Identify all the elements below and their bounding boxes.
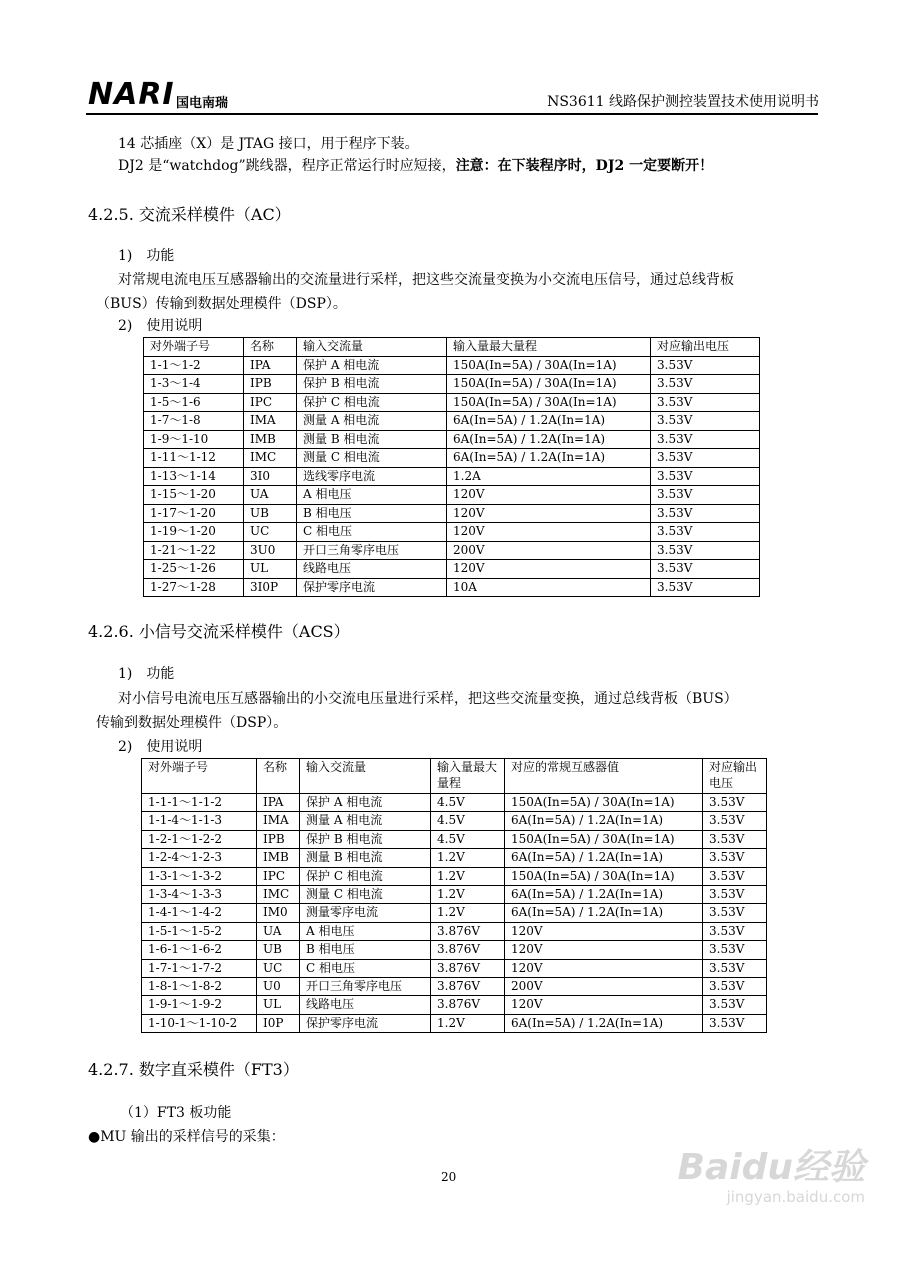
ac-table-cell: 6A(In=5A) / 1.2A(In=1A) [447, 449, 651, 468]
intro-line-2-text: DJ2 是“watchdog”跳线器，程序正常运行时应短接， [118, 158, 456, 174]
acs-table-cell: 3.53V [703, 904, 767, 922]
ac-table-cell: 1-11～1-12 [144, 449, 244, 468]
ac-table-cell: 1-27～1-28 [144, 578, 244, 597]
acs-table-cell: A 相电压 [300, 922, 431, 940]
acs-table-cell: IPB [257, 830, 300, 848]
acs-table-cell: 3.53V [703, 867, 767, 885]
acs-table-cell: 1-10-1～1-10-2 [142, 1014, 257, 1032]
acs-table-header-cell: 对应输出电压 [703, 759, 767, 794]
ac-table-cell: C 相电压 [297, 523, 447, 542]
ac-table-cell: 150A(In=5A) / 30A(In=1A) [447, 375, 651, 394]
acs-table-cell: 3.876V [431, 977, 505, 995]
ac-table-header-cell: 名称 [244, 338, 297, 357]
acs-table-cell: 保护 B 相电流 [300, 830, 431, 848]
logo-subtitle: 国电南瑞 [176, 96, 229, 111]
section-heading-ac: 4.2.5. 交流采样模件（AC） [88, 205, 291, 224]
table-row [142, 812, 767, 830]
ac-table-cell: 3.53V [651, 523, 760, 542]
ac-function-label: 1) 功能 [118, 248, 175, 264]
acs-table-cell: I0P [257, 1014, 300, 1032]
ft3-bullet-item [88, 1127, 285, 1147]
ac-table-header-cell: 输入量最大量程 [447, 338, 651, 357]
acs-table-cell: 测量 A 相电流 [300, 812, 431, 830]
ac-table-cell: 保护 C 相电流 [297, 393, 447, 412]
ac-table-cell: 保护 A 相电流 [297, 356, 447, 375]
ac-table-cell: IMB [244, 430, 297, 449]
ac-table-cell: 3.53V [651, 393, 760, 412]
acs-table-cell: 1-6-1～1-6-2 [142, 941, 257, 959]
baidu-jingyan-logo: Baidu经验 [677, 1147, 865, 1188]
ac-table-header-cell: 对外端子号 [144, 338, 244, 357]
acs-table-cell: 6A(In=5A) / 1.2A(In=1A) [505, 1014, 703, 1032]
acs-table-header-cell: 输入量最大量程 [431, 759, 505, 794]
acs-table-cell: IPA [257, 794, 300, 812]
table-row [144, 486, 760, 505]
ft3-bullet-text: MU 输出的采样信号的采集： [100, 1129, 285, 1145]
ac-table-cell: 1-21～1-22 [144, 541, 244, 560]
acs-table-cell: 120V [505, 941, 703, 959]
table-row [144, 449, 760, 468]
ac-table-cell: 3.53V [651, 430, 760, 449]
acs-table-cell: U0 [257, 977, 300, 995]
acs-table-cell: 6A(In=5A) / 1.2A(In=1A) [505, 812, 703, 830]
table-row [142, 996, 767, 1014]
ft3-subheading: （1）FT3 板功能 [120, 1105, 232, 1121]
acs-table-cell: 1-3-1～1-3-2 [142, 867, 257, 885]
ac-table-cell: 1-7～1-8 [144, 412, 244, 431]
ac-table-cell: 3.53V [651, 467, 760, 486]
ac-table-cell: 1-9～1-10 [144, 430, 244, 449]
ac-table-cell: 6A(In=5A) / 1.2A(In=1A) [447, 412, 651, 431]
table-row [144, 578, 760, 597]
table-row [142, 885, 767, 903]
ac-table-cell: B 相电压 [297, 504, 447, 523]
ac-table-cell: 3.53V [651, 412, 760, 431]
acs-table-cell: 1-4-1～1-4-2 [142, 904, 257, 922]
table-row [144, 375, 760, 394]
ac-table-cell: 3.53V [651, 578, 760, 597]
acs-table-cell: IMA [257, 812, 300, 830]
ac-table-header-cell: 对应输出电压 [651, 338, 760, 357]
ac-table-cell: 1-25～1-26 [144, 560, 244, 579]
ac-function-text-1: 对常规电流电压互感器输出的交流量进行采样，把这些交流量变换为小交流电压信号，通过总线背板 [118, 272, 734, 288]
ac-table-cell: UB [244, 504, 297, 523]
acs-table-cell: 3.876V [431, 959, 505, 977]
acs-table-cell: UC [257, 959, 300, 977]
acs-table-cell: 4.5V [431, 812, 505, 830]
ac-table-cell: 3I0P [244, 578, 297, 597]
ac-table-cell: 120V [447, 523, 651, 542]
table-row [144, 356, 760, 375]
table-row [142, 977, 767, 995]
acs-table-cell: 4.5V [431, 794, 505, 812]
document-title: NS3611 线路保护测控装置技术使用说明书 [547, 94, 819, 110]
acs-table-cell: 测量零序电流 [300, 904, 431, 922]
ac-table-cell: 150A(In=5A) / 30A(In=1A) [447, 393, 651, 412]
ac-table-cell: 1-1～1-2 [144, 356, 244, 375]
ac-table-header-row [144, 338, 760, 357]
ac-terminal-table [143, 337, 760, 597]
acs-table-header-cell: 输入交流量 [300, 759, 431, 794]
ac-table-cell: 3.53V [651, 449, 760, 468]
acs-table-cell: 150A(In=5A) / 30A(In=1A) [505, 794, 703, 812]
ac-table-cell: 1.2A [447, 467, 651, 486]
acs-table-cell: 1-2-4～1-2-3 [142, 849, 257, 867]
acs-table-cell: 1-8-1～1-8-2 [142, 977, 257, 995]
section-heading-acs: 4.2.6. 小信号交流采样模件（ACS） [88, 622, 350, 641]
ac-table-cell: 150A(In=5A) / 30A(In=1A) [447, 356, 651, 375]
table-row [144, 560, 760, 579]
ac-table-cell: 开口三角零序电压 [297, 541, 447, 560]
acs-table-cell: 3.53V [703, 885, 767, 903]
acs-table-cell: 开口三角零序电压 [300, 977, 431, 995]
ac-table-cell: 120V [447, 560, 651, 579]
acs-table-cell: 测量 C 相电流 [300, 885, 431, 903]
acs-table-cell: 1.2V [431, 867, 505, 885]
intro-warning: 注意：在下装程序时，DJ2 一定要断开！ [455, 158, 714, 174]
ac-table-cell: 3.53V [651, 375, 760, 394]
acs-table-cell: 1.2V [431, 1014, 505, 1032]
acs-table-cell: 3.876V [431, 922, 505, 940]
acs-table-cell: 1-1-1～1-1-2 [142, 794, 257, 812]
ac-table-cell: 保护零序电流 [297, 578, 447, 597]
acs-table-cell: 1.2V [431, 904, 505, 922]
acs-table-cell: 200V [505, 977, 703, 995]
acs-table-cell: 120V [505, 959, 703, 977]
acs-table-cell: 3.876V [431, 996, 505, 1014]
acs-function-label: 1) 功能 [118, 666, 175, 682]
acs-table-cell: IMB [257, 849, 300, 867]
acs-function-text-1: 对小信号电流电压互感器输出的小交流电压量进行采样，把这些交流量变换，通过总线背板（BUS） [118, 691, 738, 707]
table-row [144, 541, 760, 560]
acs-table-header-cell: 对外端子号 [142, 759, 257, 794]
table-row [142, 794, 767, 812]
ac-usage-label: 2) 使用说明 [118, 318, 203, 334]
acs-table-cell: 3.53V [703, 830, 767, 848]
baidu-watermark [678, 1148, 865, 1206]
acs-table-cell: 120V [505, 996, 703, 1014]
acs-table-cell: 3.53V [703, 812, 767, 830]
acs-usage-label: 2) 使用说明 [118, 739, 203, 755]
ac-table-cell: 测量 A 相电流 [297, 412, 447, 431]
acs-table-cell: IMC [257, 885, 300, 903]
ac-table-cell: 3.53V [651, 356, 760, 375]
ac-table-cell: IMC [244, 449, 297, 468]
ac-table-cell: 3.53V [651, 541, 760, 560]
table-row [142, 959, 767, 977]
acs-table-cell: IPC [257, 867, 300, 885]
ac-table-cell: 1-13～1-14 [144, 467, 244, 486]
ac-table-cell: UA [244, 486, 297, 505]
table-row [142, 941, 767, 959]
acs-table-cell: 3.53V [703, 849, 767, 867]
acs-table-cell: 3.53V [703, 1014, 767, 1032]
acs-table-cell: IM0 [257, 904, 300, 922]
acs-table-cell: 保护零序电流 [300, 1014, 431, 1032]
acs-table-cell: 150A(In=5A) / 30A(In=1A) [505, 867, 703, 885]
acs-table-cell: 保护 C 相电流 [300, 867, 431, 885]
acs-table-cell: 3.53V [703, 794, 767, 812]
ac-table-cell: IMA [244, 412, 297, 431]
ac-table-cell: 1-17～1-20 [144, 504, 244, 523]
ac-table-cell: 测量 C 相电流 [297, 449, 447, 468]
acs-table-header-row [142, 759, 767, 794]
ac-table-cell: UC [244, 523, 297, 542]
acs-table-cell: C 相电压 [300, 959, 431, 977]
table-row [142, 849, 767, 867]
acs-table-cell: 6A(In=5A) / 1.2A(In=1A) [505, 885, 703, 903]
table-row [144, 504, 760, 523]
acs-table-cell: 3.53V [703, 922, 767, 940]
intro-line-1: 14 芯插座（X）是 JTAG 接口，用于程序下装。 [118, 136, 419, 152]
ac-table-cell: 1-19～1-20 [144, 523, 244, 542]
table-row [144, 393, 760, 412]
acs-table-cell: 3.53V [703, 959, 767, 977]
acs-table-cell: 3.53V [703, 977, 767, 995]
acs-table-cell: 3.53V [703, 996, 767, 1014]
ac-table-cell: 保护 B 相电流 [297, 375, 447, 394]
ac-table-cell: 1-5～1-6 [144, 393, 244, 412]
ac-table-cell: 选线零序电流 [297, 467, 447, 486]
ac-table-cell: 3.53V [651, 504, 760, 523]
ac-table-cell: 6A(In=5A) / 1.2A(In=1A) [447, 430, 651, 449]
acs-table-cell: 保护 A 相电流 [300, 794, 431, 812]
ac-table-header-cell: 输入交流量 [297, 338, 447, 357]
acs-table-cell: 120V [505, 922, 703, 940]
acs-table-cell: UB [257, 941, 300, 959]
page-number: 20 [441, 1170, 457, 1184]
ac-table-cell: A 相电压 [297, 486, 447, 505]
acs-table-cell: 1-1-4～1-1-3 [142, 812, 257, 830]
bullet-dot-icon: ● [88, 1129, 101, 1145]
table-row [142, 867, 767, 885]
ac-table-cell: 120V [447, 504, 651, 523]
acs-table-header-cell: 名称 [257, 759, 300, 794]
acs-table-cell: 1-5-1～1-5-2 [142, 922, 257, 940]
ac-table-cell: 线路电压 [297, 560, 447, 579]
acs-table-cell: 1-3-4～1-3-3 [142, 885, 257, 903]
nari-logo: NARI [88, 77, 175, 112]
acs-table-cell: 3.876V [431, 941, 505, 959]
table-row [144, 412, 760, 431]
acs-table-cell: UA [257, 922, 300, 940]
ac-table-cell: 测量 B 相电流 [297, 430, 447, 449]
table-row [142, 830, 767, 848]
watermark-url: jingyan.baidu.com [726, 1188, 865, 1206]
ac-table-cell: 3I0 [244, 467, 297, 486]
intro-line-2 [118, 156, 713, 176]
acs-terminal-table [141, 758, 767, 1033]
ac-table-cell: IPC [244, 393, 297, 412]
section-heading-ft3: 4.2.7. 数字直采模件（FT3） [88, 1060, 299, 1079]
table-row [142, 922, 767, 940]
acs-table-cell: 1-9-1～1-9-2 [142, 996, 257, 1014]
ac-table-cell: 200V [447, 541, 651, 560]
ac-table-cell: 120V [447, 486, 651, 505]
acs-table-cell: 1-7-1～1-7-2 [142, 959, 257, 977]
acs-table-cell: 150A(In=5A) / 30A(In=1A) [505, 830, 703, 848]
table-row [144, 467, 760, 486]
acs-table-header-cell: 对应的常规互感器值 [505, 759, 703, 794]
ac-table-cell: 1-3～1-4 [144, 375, 244, 394]
acs-table-cell: 6A(In=5A) / 1.2A(In=1A) [505, 849, 703, 867]
ac-table-cell: 10A [447, 578, 651, 597]
ac-table-cell: UL [244, 560, 297, 579]
acs-table-cell: 1.2V [431, 885, 505, 903]
acs-table-cell: 3.53V [703, 941, 767, 959]
acs-table-cell: 1-2-1～1-2-2 [142, 830, 257, 848]
acs-table-cell: B 相电压 [300, 941, 431, 959]
ac-table-cell: 3.53V [651, 560, 760, 579]
acs-table-cell: 线路电压 [300, 996, 431, 1014]
acs-table-cell: UL [257, 996, 300, 1014]
acs-table-cell: 6A(In=5A) / 1.2A(In=1A) [505, 904, 703, 922]
table-row [144, 523, 760, 542]
ac-table-cell: 3U0 [244, 541, 297, 560]
header-rule [86, 113, 818, 115]
acs-table-cell: 测量 B 相电流 [300, 849, 431, 867]
ac-function-text-2: （BUS）传输到数据处理模件（DSP）。 [96, 296, 347, 312]
ac-table-cell: 3.53V [651, 486, 760, 505]
acs-table-cell: 4.5V [431, 830, 505, 848]
ac-table-cell: IPB [244, 375, 297, 394]
ac-table-cell: IPA [244, 356, 297, 375]
ac-table-cell: 1-15～1-20 [144, 486, 244, 505]
table-row [142, 904, 767, 922]
acs-function-text-2: 传输到数据处理模件（DSP）。 [96, 715, 288, 731]
table-row [142, 1014, 767, 1032]
acs-table-cell: 1.2V [431, 849, 505, 867]
table-row [144, 430, 760, 449]
